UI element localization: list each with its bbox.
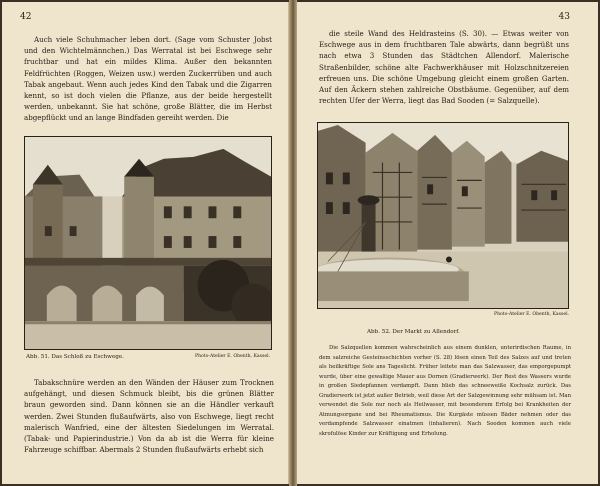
figure-credit: Photo-Atelier E. Obenth, Kassel. [194, 354, 270, 359]
page-number: 42 [20, 12, 32, 22]
figure-caption: Abb. 51. Das Schloß zu Eschwege. [26, 354, 124, 360]
figure-caption-row-2 [367, 329, 547, 339]
left-page [2, 2, 289, 484]
figure-photo [24, 136, 272, 350]
body-text [24, 34, 272, 124]
figure-photo [317, 122, 569, 309]
paragraph: die steile Wand des Heldrasteins (S. 30). — Etwas weiter von Eschwege aus in dem fruchtbaren Tale abwärts, dann begrüßt uns nach etwa 3 Stunden das Städtchen Allendorf. Malerische Straßenbilder, schöne alte Fachwerkhäuser mit Holzschnitzereien erfreuen uns. Die schöne Umgebung gleicht einem großen Garten. Auf den Äckern stehen zahlreiche Obstbäume. Gegenüber, auf dem rechten Ufer der Werra, liegt das Bad Sooden (= Salzquelle). [319, 29, 569, 106]
right-page [297, 2, 598, 484]
figure-caption-row [319, 312, 569, 322]
book-gutter [289, 0, 297, 486]
paragraph: Auch viele Schuhmacher leben dort. (Sage vom Schuster Jobst und den Wichtelmännchen.) Das Werratal ist bei Eschwege sehr fruchtbar und hat ein mildes Klima. Außer den bekannten Feldfrüchten (Roggen, Weizen usw.) werden Zuckerrüben und auch Tabak angebaut. Wenn auch jedes Kind den Tabak und die Zigarren kennt, so ist doch vielen die Pflanze, aus der beide hergestellt werden, unbekannt. Sie hat schöne, große Blätter, die im Herbst abgepflückt und an lange Bindfaden gereiht werden. Die [24, 35, 272, 123]
figure-caption-row [26, 354, 270, 364]
page-number: 43 [558, 12, 570, 22]
body-text-small [319, 344, 571, 439]
body-text [319, 28, 569, 106]
figure-caption: Abb. 52. Der Markt zu Allendorf. [367, 329, 460, 335]
figure-credit: Photo-Atelier E. Obenth, Kassel. [493, 312, 569, 317]
paragraph: Tabakschnüre werden an den Wänden der Häuser zum Trocknen aufgehängt, und diesen Schmuck bleibt, bis die grünen Blätter braun geworden sind. Dann können sie an die Händler verkauft werden. Zwei Stunden flußaufwärts, also von Eschwege, liegt recht malerisch Wanfried, eine der ältesten Siedelungen im Werratal. (Tabak- und Papierindustrie.) Von da ab ist die Werra für kleine Fahrzeuge schiffbar. Abermals 2 Stunden flußaufwärts erhebt sich [24, 378, 274, 455]
paragraph: Die Salzquellen kommen wahrscheinlich aus einem dunklen, unterirdischen Raume, in dem salzreiche Gesteinsschichten vorher (S. 28) lösen einen Teil des Salzes auf und treten als heilkräftige Sole ans Tageslicht. Früher leitete man das Salzwasser, das emporgepumpt wurde, über eine gewaltige Mauer aus Dornen (Gradierwerk). Der Rest des Wassers wurde in großen Siedepfannen verdampft. Dann blieb das schneeweiße Kochsalz zurück. Das Gradierwerk ist jetzt außer Betrieb, weil diese Art der Salzgewinnung sehr mühsam ist. Man verwendet die Sole nur noch als Heilwasser, mit besonderem Erfolg bei Krankheiten der Atmungsorgane und bei Rheumatismus. Die Kurgäste müssen Bäder nehmen oder das verdampfende Salzwasser einatmen (inhalieren). Nach Sooden kommen auch viele skrofulöse Kinder zur Kräftigung und Erholung. [319, 345, 571, 437]
body-text-bottom [24, 377, 274, 455]
